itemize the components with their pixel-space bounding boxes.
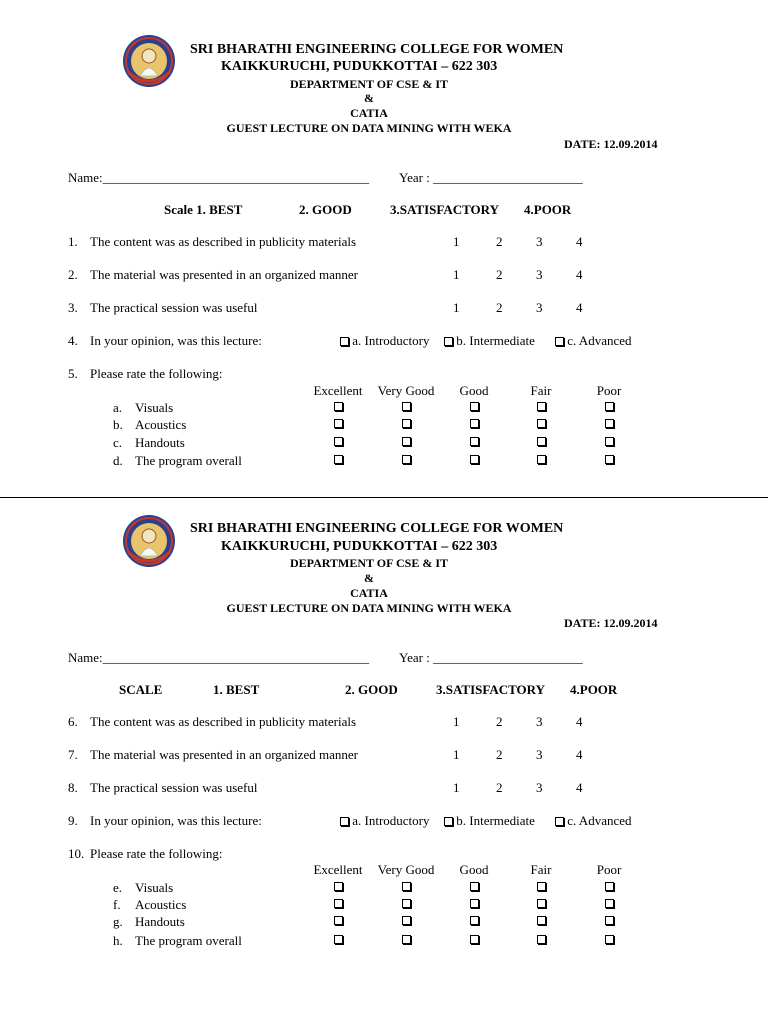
item-letter: g. xyxy=(113,914,123,929)
question-text: The material was presented in an organized manner xyxy=(90,747,358,762)
rating-checkbox[interactable] xyxy=(537,882,546,891)
checkbox-icon[interactable] xyxy=(444,817,453,826)
checkbox-icon[interactable] xyxy=(555,817,564,826)
question-number: 2. xyxy=(68,267,78,282)
column-header: Good xyxy=(459,383,489,398)
question-text: The content was as described in publicity materials xyxy=(90,714,357,729)
rating-option[interactable]: 1 xyxy=(453,300,460,315)
rating-option[interactable]: 3 xyxy=(536,780,543,795)
question-text: In your opinion, was this lecture: xyxy=(90,813,262,828)
item-label: Acoustics xyxy=(135,897,187,912)
rating-checkbox[interactable] xyxy=(402,419,411,428)
rating-checkbox[interactable] xyxy=(605,916,614,925)
question-number: 1. xyxy=(68,234,78,249)
rating-option[interactable]: 4 xyxy=(576,747,583,762)
rating-option[interactable]: 2 xyxy=(496,234,503,249)
question-text: Please rate the following: xyxy=(90,366,223,381)
scale-best: Scale 1. BEST xyxy=(164,202,243,217)
rating-option[interactable]: 2 xyxy=(496,780,503,795)
rating-checkbox[interactable] xyxy=(402,935,411,944)
question-number: 7. xyxy=(68,747,78,762)
rating-option[interactable]: 3 xyxy=(536,267,543,282)
date: DATE: 12.09.2014 xyxy=(564,137,658,151)
column-header: Poor xyxy=(596,383,622,398)
scale-good: 2. GOOD xyxy=(345,682,398,697)
item-label: Acoustics xyxy=(135,417,187,432)
scale-label: SCALE xyxy=(119,682,163,697)
item-letter: b. xyxy=(113,417,123,432)
question-number: 3. xyxy=(68,300,78,315)
rating-option[interactable]: 3 xyxy=(536,300,543,315)
name-field[interactable]: Name:_________________________________________ xyxy=(68,650,370,665)
item-letter: f. xyxy=(113,897,121,912)
item-label: Handouts xyxy=(135,435,185,450)
rating-checkbox[interactable] xyxy=(605,437,614,446)
item-label: Handouts xyxy=(135,914,185,929)
rating-checkbox[interactable] xyxy=(470,882,479,891)
rating-option[interactable]: 2 xyxy=(496,300,503,315)
option-introductory[interactable]: a. Introductory xyxy=(340,813,430,829)
rating-checkbox[interactable] xyxy=(537,419,546,428)
scale-poor: 4.POOR xyxy=(570,682,618,697)
lecture-title: GUEST LECTURE ON DATA MINING WITH WEKA xyxy=(226,121,512,135)
column-header: Good xyxy=(459,862,489,877)
item-letter: e. xyxy=(113,880,123,895)
college-address: KAIKKURUCHI, PUDUKKOTTAI – 622 303 xyxy=(221,59,498,74)
college-address: KAIKKURUCHI, PUDUKKOTTAI – 622 303 xyxy=(221,539,498,554)
rating-checkbox[interactable] xyxy=(537,935,546,944)
catia: CATIA xyxy=(350,106,388,120)
rating-option[interactable]: 4 xyxy=(576,780,583,795)
question-text: The content was as described in publicity materials xyxy=(90,234,357,249)
rating-checkbox[interactable] xyxy=(402,437,411,446)
column-header: Fair xyxy=(530,862,552,877)
college-logo-icon xyxy=(122,514,176,568)
ampersand: & xyxy=(364,91,374,105)
rating-checkbox[interactable] xyxy=(402,882,411,891)
question-text: In your opinion, was this lecture: xyxy=(90,333,262,348)
question-text: Please rate the following: xyxy=(90,846,223,861)
rating-checkbox[interactable] xyxy=(537,899,546,908)
item-letter: a. xyxy=(113,400,123,415)
rating-option[interactable]: 4 xyxy=(576,714,583,729)
item-letter: h. xyxy=(113,933,123,948)
rating-option[interactable]: 2 xyxy=(496,267,503,282)
feedback-form-2 xyxy=(0,480,768,960)
year-field[interactable]: Year : _______________________ xyxy=(399,650,583,665)
column-header: Excellent xyxy=(313,383,363,398)
column-header: Excellent xyxy=(313,862,363,877)
question-text: The material was presented in an organized manner xyxy=(90,267,358,282)
question-number: 6. xyxy=(68,714,78,729)
college-logo-icon xyxy=(122,34,176,88)
rating-checkbox[interactable] xyxy=(470,437,479,446)
rating-option[interactable]: 3 xyxy=(536,747,543,762)
question-number: 10. xyxy=(68,846,85,861)
ampersand: & xyxy=(364,571,374,585)
rating-option[interactable]: 2 xyxy=(496,714,503,729)
rating-option[interactable]: 4 xyxy=(576,234,583,249)
scale-satisfactory: 3.SATISFACTORY xyxy=(390,202,499,217)
rating-checkbox[interactable] xyxy=(470,455,479,464)
rating-checkbox[interactable] xyxy=(537,437,546,446)
option-advanced[interactable]: c. Advanced xyxy=(555,813,632,829)
option-advanced[interactable]: c. Advanced xyxy=(555,333,632,349)
item-label: The program overall xyxy=(135,933,242,948)
rating-checkbox[interactable] xyxy=(605,455,614,464)
rating-option[interactable]: 1 xyxy=(453,747,460,762)
option-intermediate[interactable]: b. Intermediate xyxy=(444,813,535,829)
column-header: Very Good xyxy=(377,383,435,398)
rating-checkbox[interactable] xyxy=(605,935,614,944)
rating-checkbox[interactable] xyxy=(402,402,411,411)
name-field[interactable]: Name:_________________________________________ xyxy=(68,170,370,185)
rating-checkbox[interactable] xyxy=(334,437,343,446)
rating-checkbox[interactable] xyxy=(334,402,343,411)
scale-good: 2. GOOD xyxy=(299,202,352,217)
checkbox-icon[interactable] xyxy=(340,817,349,826)
rating-checkbox[interactable] xyxy=(334,455,343,464)
rating-option[interactable]: 1 xyxy=(453,267,460,282)
rating-checkbox[interactable] xyxy=(334,935,343,944)
date: DATE: 12.09.2014 xyxy=(564,616,658,630)
rating-checkbox[interactable] xyxy=(605,419,614,428)
rating-checkbox[interactable] xyxy=(334,899,343,908)
rating-option[interactable]: 3 xyxy=(536,234,543,249)
column-header: Fair xyxy=(530,383,552,398)
question-number: 8. xyxy=(68,780,78,795)
rating-checkbox[interactable] xyxy=(334,882,343,891)
rating-checkbox[interactable] xyxy=(605,402,614,411)
scale-poor: 4.POOR xyxy=(524,202,572,217)
question-number: 5. xyxy=(68,366,78,381)
column-header: Poor xyxy=(596,862,622,877)
rating-checkbox[interactable] xyxy=(470,935,479,944)
rating-checkbox[interactable] xyxy=(334,916,343,925)
checkbox-icon[interactable] xyxy=(340,337,349,346)
rating-option[interactable]: 1 xyxy=(453,714,460,729)
scale-best: 1. BEST xyxy=(213,682,260,697)
option-introductory[interactable]: a. Introductory xyxy=(340,333,430,349)
rating-option[interactable]: 1 xyxy=(453,234,460,249)
department: DEPARTMENT OF CSE & IT xyxy=(289,556,449,570)
item-label: Visuals xyxy=(135,880,174,895)
college-name: SRI BHARATHI ENGINEERING COLLEGE FOR WOMEN xyxy=(190,521,564,536)
department: DEPARTMENT OF CSE & IT xyxy=(289,77,449,91)
lecture-title: GUEST LECTURE ON DATA MINING WITH WEKA xyxy=(226,601,512,615)
rating-checkbox[interactable] xyxy=(402,899,411,908)
question-text: The practical session was useful xyxy=(90,300,258,315)
rating-checkbox[interactable] xyxy=(334,419,343,428)
rating-checkbox[interactable] xyxy=(470,899,479,908)
rating-option[interactable]: 2 xyxy=(496,747,503,762)
question-number: 9. xyxy=(68,813,78,828)
rating-option[interactable]: 3 xyxy=(536,714,543,729)
rating-checkbox[interactable] xyxy=(470,402,479,411)
college-name: SRI BHARATHI ENGINEERING COLLEGE FOR WOMEN xyxy=(190,42,564,57)
scale-satisfactory: 3.SATISFACTORY xyxy=(436,682,545,697)
checkbox-icon[interactable] xyxy=(444,337,453,346)
option-intermediate[interactable]: b. Intermediate xyxy=(444,333,535,349)
item-label: Visuals xyxy=(135,400,174,415)
year-field[interactable]: Year : _______________________ xyxy=(399,170,583,185)
rating-option[interactable]: 1 xyxy=(453,780,460,795)
rating-checkbox[interactable] xyxy=(605,882,614,891)
rating-checkbox[interactable] xyxy=(470,916,479,925)
checkbox-icon[interactable] xyxy=(555,337,564,346)
rating-checkbox[interactable] xyxy=(470,419,479,428)
item-letter: d. xyxy=(113,453,123,468)
column-header: Very Good xyxy=(377,862,435,877)
feedback-form-1 xyxy=(0,0,768,480)
rating-option[interactable]: 4 xyxy=(576,267,583,282)
item-letter: c. xyxy=(113,435,123,450)
rating-checkbox[interactable] xyxy=(605,899,614,908)
rating-checkbox[interactable] xyxy=(537,402,546,411)
rating-checkbox[interactable] xyxy=(402,455,411,464)
rating-checkbox[interactable] xyxy=(537,916,546,925)
rating-checkbox[interactable] xyxy=(402,916,411,925)
catia: CATIA xyxy=(350,586,388,600)
rating-checkbox[interactable] xyxy=(537,455,546,464)
question-text: The practical session was useful xyxy=(90,780,258,795)
question-number: 4. xyxy=(68,333,78,348)
rating-option[interactable]: 4 xyxy=(576,300,583,315)
item-label: The program overall xyxy=(135,453,242,468)
